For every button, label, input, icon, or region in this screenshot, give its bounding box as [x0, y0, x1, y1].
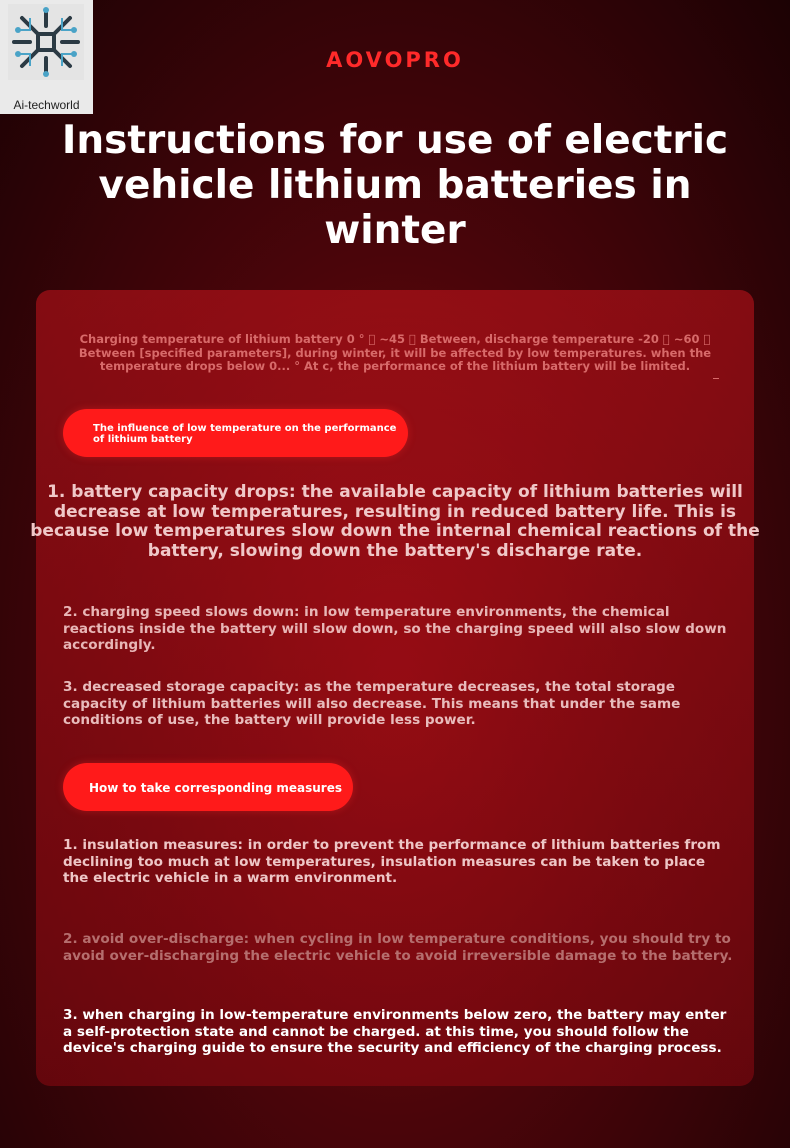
- section-heading-influence: [63, 409, 408, 457]
- section-heading-label: The influence of low temperature on the performance of lithium battery: [93, 423, 397, 445]
- intro-text: Charging temperature of lithium battery 0 °   ~45   Between, discharge temperature -20   ~60   Between [specified parameters], during winter, it will be affected by low temperatures. when the temperature drops below 0... ° At c, the performance of the lithium battery will be limited.: [78, 332, 712, 373]
- influence-item-1: 1. battery capacity drops: the available capacity of lithium batteries will decrease at low temperatures, resulting in reduced battery life. This is because low temperatures slow down the internal chemical reactions of the battery, slowing down the battery's discharge rate.: [30, 482, 760, 561]
- measure-item-3: 3. when charging in low-temperature environments below zero, the battery may enter a self-protection state and cannot be charged. at this time, you should follow the device's charging guide to ensure the security and efficiency of the charging process.: [63, 1007, 727, 1056]
- influence-item-2: 2. charging speed slows down: in low temperature environments, the chemical reactions inside the battery will slow down, so the charging speed will also slow down accordingly.: [63, 604, 727, 653]
- brand-logo: AOVOPRO: [326, 48, 464, 72]
- measure-item-1: 1. insulation measures: in order to prevent the performance of lithium batteries from declining too much at low temperatures, insulation measures can be taken to place the electric vehicle in a warm environment.: [63, 837, 721, 886]
- divider-dash: [713, 378, 719, 379]
- measure-item-2: 2. avoid over-discharge: when cycling in low temperature conditions, you should try to avoid over-discharging the electric vehicle to avoid irreversible damage to the battery.: [63, 931, 733, 964]
- page-title: Instructions for use of electric vehicle lithium batteries in winter: [61, 118, 729, 253]
- influence-item-3: 3. decreased storage capacity: as the temperature decreases, the total storage capacity of lithium batteries will also decrease. This means that under the same conditions of use, the battery will provide less power.: [63, 679, 681, 728]
- section-heading-measures: [63, 763, 353, 811]
- section-heading-label: How to take corresponding measures: [89, 781, 343, 795]
- watermark-text: Ai-techworld: [13, 98, 80, 112]
